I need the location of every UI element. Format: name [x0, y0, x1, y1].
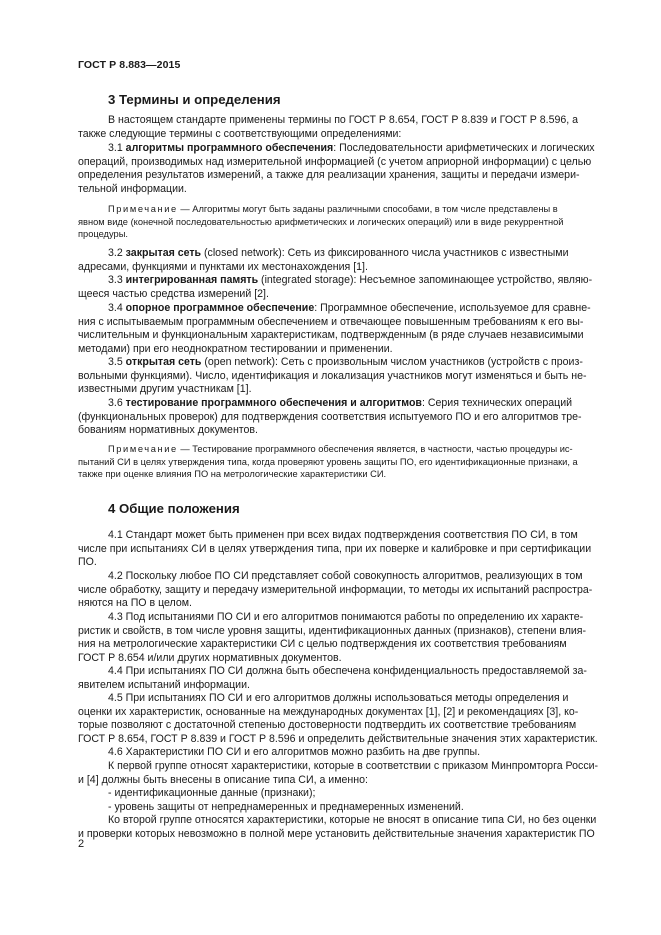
paragraph-4-6-group-2: Ко второй группе относятся характеристики, которые не вносят в описание типа СИ, но без оценки и проверки которых невозможно в полной мере установить действительные значения характеристик ПО — [78, 814, 597, 840]
term-3-4: 3.4 опорное программное обеспечение: Программное обеспечение, используемое для сравне- ния с испытываемым программным обеспечением и отвечающее повышенным требованиям к его вы- числительным и функциональным характеристикам, подтвержденным (в ряде случаев независимыми методами) при его неоднократном тестировании и применении. — [78, 302, 591, 355]
term-3-6-name: тестирование программного обеспечения и алгоритмов — [125, 397, 422, 409]
term-3-2: 3.2 закрытая сеть (closed network): Сеть из фиксированного числа участников с известными адресами, функциями и пунктами их местонахождения [1]. — [78, 247, 569, 273]
term-3-5-name: открытая сеть — [125, 356, 202, 368]
term-3-2-name: закрытая сеть — [125, 247, 202, 259]
term-3-6: 3.6 тестирование программного обеспечения и алгоритмов: Серия технических операций (функциональных проверок) для подтверждения соответствия испытуемого ПО и его алгоритмов тре- бованиям нормативных документов. — [78, 397, 582, 437]
list-item: - идентификационные данные (признаки); — [108, 787, 316, 799]
note-1-label: Примечание — [108, 204, 178, 214]
paragraph-4-3: 4.3 Под испытаниями ПО СИ и его алгоритмов понимаются работы по определению их характе- ристик и свойств, в том числе уровня защиты, идентификационных данных (признаков), степени влия- ния на метрологические характеристики СИ с целью подтверждения их соответствия требованиям ГОСТ Р 8.654 и/или других нормативных документов. — [78, 611, 587, 664]
list-item: - уровень защиты от непреднамеренных и преднамеренных изменений. — [108, 800, 464, 813]
paragraph-4-2: 4.2 Поскольку любое ПО СИ представляет собой совокупность алгоритмов, реализующих в том числе обработку, защиту и передачу измерительной информации, то методы их испытаний распростра- няются на ПО в целом. — [78, 570, 593, 610]
term-3-1-name: алгоритмы программного обеспечения — [125, 142, 334, 154]
paragraph-4-4: 4.4 При испытаниях ПО СИ должна быть обеспечена конфиденциальность предоставляемой за- явителем испытаний информации. — [78, 665, 587, 691]
term-3-3-name: интегрированная память — [125, 274, 259, 286]
paragraph-4-6-group-1: К первой группе относят характеристики, которые в соответствии с приказом Минпромторга Росси- и [4] должны быть внесены в описание типа СИ, а именно: — [78, 760, 599, 786]
bullet-list — [78, 787, 615, 814]
paragraph-4-5: 4.5 При испытаниях ПО СИ и его алгоритмов должны использоваться методы определения и оценки их характеристик, основанные на международных документах [1], [2] и рекомендациях [3], ко- торые позволяют с достаточной степенью достоверности подтвердить их соответствие требованиям ГОСТ Р 8.654, ГОСТ Р 8.839 и ГОСТ Р 8.596 и определить действительные значения этих характеристик. — [78, 692, 598, 745]
paragraph-4-1: 4.1 Стандарт может быть применен при всех видах подтверждения соответствия ПО СИ, в том числе при испытаниях СИ в целях утверждения типа, при их поверке и калибровке и при сертификации ПО. — [78, 529, 592, 569]
document-header: ГОСТ Р 8.883—2015 — [78, 59, 181, 71]
term-3-5: 3.5 открытая сеть (open network): Сеть с произвольным числом участников (устройств с произ- вольными функциями). Число, идентификация и локализация участников могут изменяться и быть не- известными другим участникам [1]. — [78, 356, 587, 396]
section-3-intro: В настоящем стандарте применены термины по ГОСТ Р 8.654, ГОСТ Р 8.839 и ГОСТ Р 8.596, а также следующие термины с соответствующими определениями: — [78, 114, 579, 140]
term-3-1: 3.1 алгоритмы программного обеспечения: Последовательности арифметических и логических операций, производимых над измерительной информацией (с учетом априорной информации) с целью определения результатов измерений, а также для реализации хранения, защиты и передачи измери- тельной информации. — [78, 142, 595, 195]
note-2-label: Примечание — [108, 444, 178, 454]
page-number: 2 — [78, 838, 85, 850]
term-3-4-name: опорное программное обеспечение — [125, 302, 315, 314]
paragraph-4-6: 4.6 Характеристики ПО СИ и его алгоритмов можно разбить на две группы. — [108, 746, 481, 758]
term-3-3: 3.3 интегрированная память (integrated storage): Несъемное запоминающее устройство, являю- щееся частью средства измерений [2]. — [78, 274, 593, 300]
note-2: Примечание — Тестирование программного обеспечения является, в частности, частью процедуры ис- пытаний СИ в целях утверждения типа, когда проверяют уровень защиты ПО, его идентификационные признаки, а также при оценке влияния ПО на метрологические характеристики СИ. — [78, 444, 578, 480]
section-4-heading: 4 Общие положения — [108, 501, 240, 516]
section-3-heading: 3 Термины и определения — [108, 92, 281, 107]
note-1: Примечание — Алгоритмы могут быть заданы различными способами, в том числе представлены в явном виде (конечной последовательностью арифметических и логических операций) или в виде рекуррентной процедуры. — [78, 204, 564, 240]
